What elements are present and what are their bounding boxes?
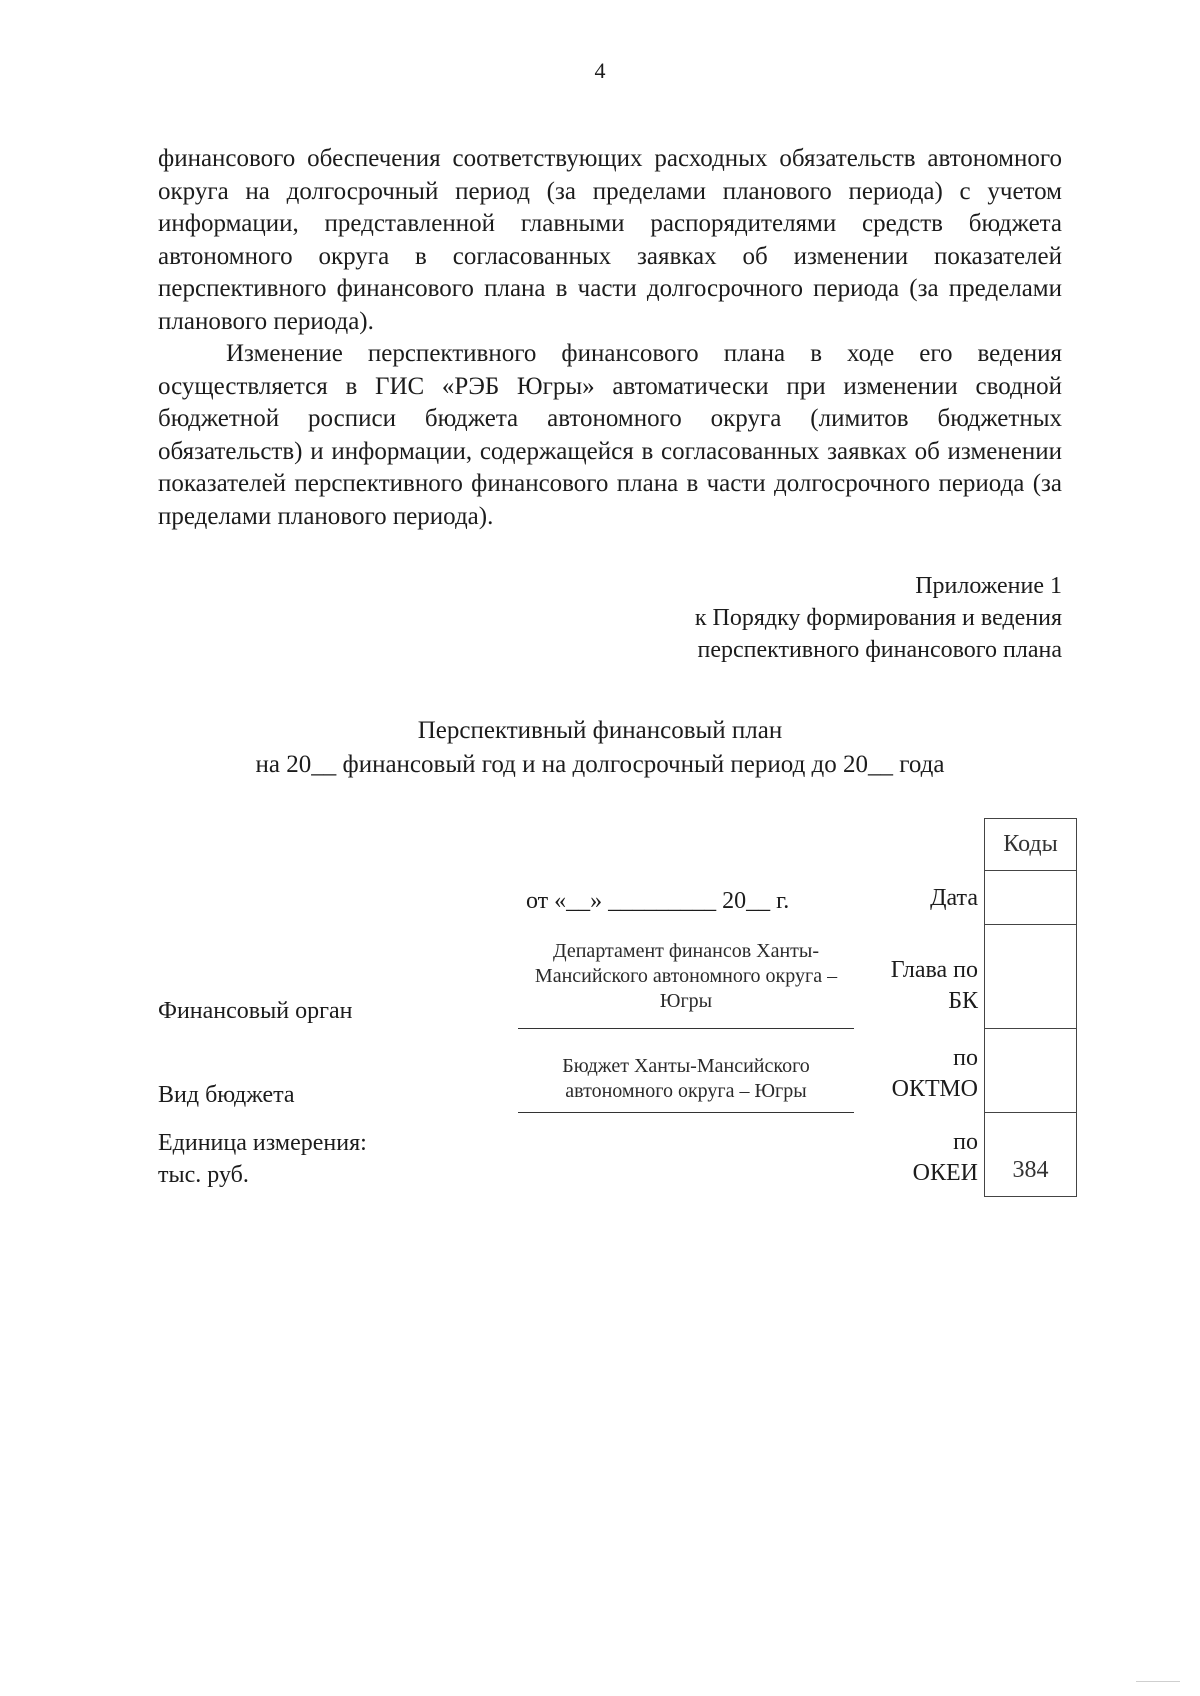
- appendix-reference: [695, 570, 1062, 666]
- code-label-okei: [913, 1127, 978, 1189]
- appendix-line-3: перспективного финансового плана: [697, 637, 1062, 663]
- plan-title-line-1: Перспективный финансовый план: [417, 717, 783, 744]
- code-label-oktmo: [892, 1043, 978, 1105]
- codes-row-okei: [985, 1113, 1077, 1197]
- budget-type-label: Вид бюджета: [158, 1082, 295, 1108]
- code-glava-cell: [985, 925, 1077, 1029]
- codes-row-glava: [985, 925, 1077, 1029]
- financial-body-label: Финансовый орган: [158, 998, 353, 1024]
- codes-row-oktmo: [985, 1029, 1077, 1113]
- code-label-oktmo-line-2: ОКТМО: [891, 1076, 978, 1102]
- unit-label: Единица измерения:: [158, 1130, 367, 1156]
- codes-table: [984, 818, 1077, 1197]
- code-label-okei-line-1: по: [953, 1129, 978, 1155]
- code-label-glava-line-2: БК: [948, 988, 978, 1014]
- code-label-glava-line-1: Глава по: [890, 957, 978, 983]
- code-okei-cell: 384: [985, 1113, 1077, 1197]
- codes-header-row: [985, 819, 1077, 871]
- body-text: [158, 143, 1062, 533]
- financial-body-rule: [518, 1028, 854, 1029]
- financial-body-value: Департамент финансов Ханты-Мансийского автономного округа – Югры: [534, 940, 838, 1012]
- plan-title: [0, 714, 1200, 782]
- code-oktmo-cell: [985, 1029, 1077, 1113]
- code-label-oktmo-line-1: по: [953, 1045, 978, 1071]
- form-date-line: от «__» _________ 20__ г.: [526, 888, 790, 914]
- codes-header: Коды: [985, 819, 1077, 871]
- code-label-date: Дата: [930, 885, 978, 911]
- code-label-glava: [891, 955, 978, 1017]
- budget-type-value: Бюджет Ханты-Мансийского автономного округа – Югры: [562, 1055, 810, 1102]
- scan-edge-mark: [1136, 1681, 1180, 1682]
- code-date-cell: [985, 871, 1077, 925]
- paragraph-continuation: финансового обеспечения соответствующих расходных обязательств автономного округа на долгосрочный период (за пределами планового периода) с учетом информации, представленной главными распорядителями средств бюджета автономного округа в согласованных заявках об изменении показателей перспективного финансового плана в части долгосрочного периода (за пределами планового периода).: [158, 145, 1062, 335]
- unit-value: тыс. руб.: [158, 1162, 249, 1188]
- appendix-line-2: к Порядку формирования и ведения: [694, 605, 1062, 631]
- code-label-okei-line-2: ОКЕИ: [912, 1160, 978, 1186]
- plan-title-line-2: на 20__ финансовый год и на долгосрочный период до 20__ года: [255, 751, 945, 778]
- paragraph-plan-changes: Изменение перспективного финансового плана в ходе его ведения осуществляется в ГИС «РЭБ Югры» автоматически при изменении сводной бюджетной росписи бюджета автономного округа (лимитов бюджетных обязательств) и информации, содержащейся в согласованных заявках об изменении показателей перспективного финансового плана в части долгосрочного периода (за пределами планового периода).: [158, 340, 1062, 530]
- page-number: 4: [594, 58, 606, 83]
- budget-type-rule: [518, 1112, 854, 1113]
- codes-row-date: [985, 871, 1077, 925]
- appendix-line-1: Приложение 1: [915, 573, 1062, 599]
